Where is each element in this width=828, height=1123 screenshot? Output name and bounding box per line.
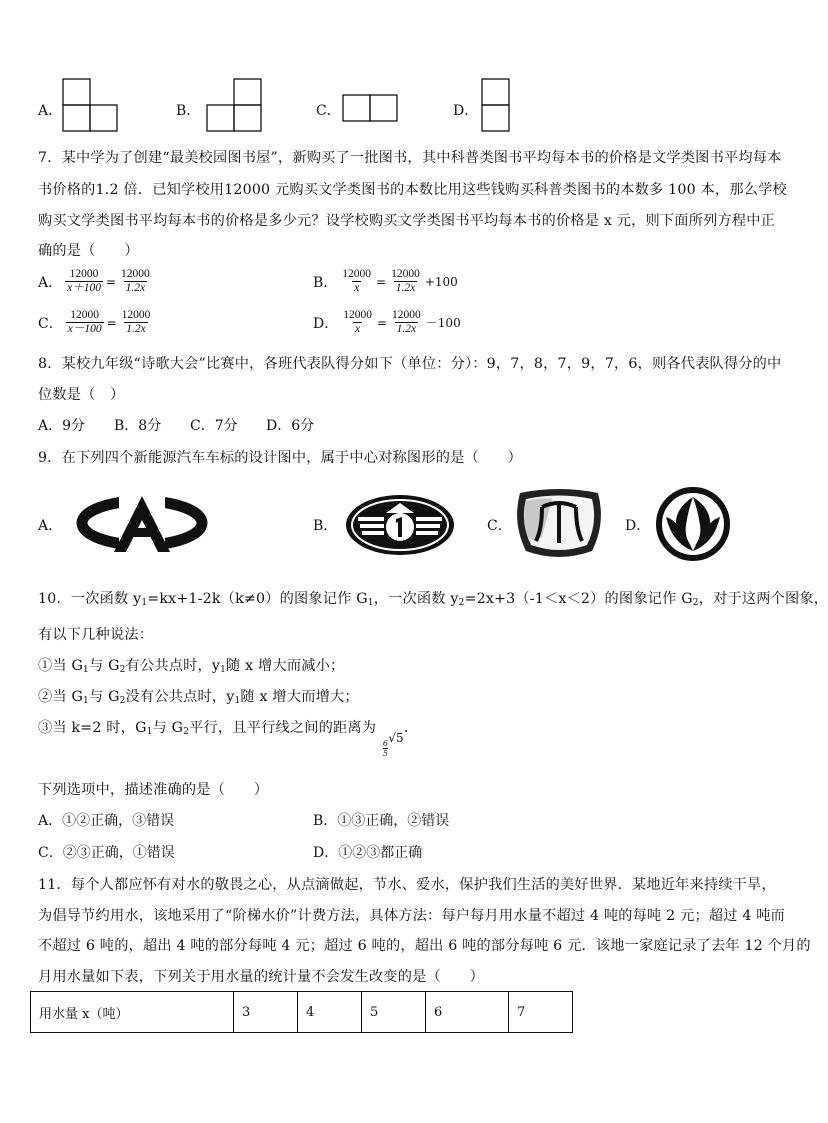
q11-line-4: 月用水量如下表，下列关于用水量的统计量不会发生改变的是（ ） — [38, 969, 485, 985]
q10-statement-3: ③当 k=2 时，$G_1$与 $G_2$平行，且平行线之间的距离为 $\frac{6}{5}$ $_{√5}$. — [38, 720, 409, 758]
table-cell: 5 — [361, 991, 426, 1033]
q9-option-d-label: D． — [625, 518, 651, 534]
fraction: $\frac{12000}{1.2x}$ — [392, 309, 421, 335]
q10-option-d: D．①②③都正确 — [313, 845, 423, 861]
q9-logo-d-icon — [654, 487, 732, 561]
q7-option-d-label: D． — [313, 315, 339, 332]
q8-option-a: A．9分 — [38, 418, 86, 434]
table-cell: 6 — [425, 991, 509, 1033]
q8-line-2: 位数是（ ） — [38, 387, 125, 403]
q10-option-b: B．①③正确，②错误 — [313, 813, 450, 829]
q7-option-d: D． $\frac{12000}{x}$ = $\frac{12000}{1.2x}$ －100 — [313, 309, 461, 335]
distance-fraction: $\frac{6}{5}$ — [382, 739, 389, 758]
q8-option-b: B．8分 — [114, 418, 162, 434]
q10-option-a: A．①②正确，③错误 — [38, 813, 175, 829]
q10-line-2: 有以下几种说法： — [38, 627, 154, 643]
fraction: $\frac{12000}{x-100}$ — [67, 309, 102, 335]
q8-option-c: C．7分 — [190, 418, 238, 434]
q10-statement-1: ①当 $G_1$与 $G_2$有公共点时，$y_1$随 x 增大而减小； — [38, 658, 345, 675]
q11-line-2: 为倡导节约用水，该地采用了“阶梯水价”计费方法，具体方法：每户每月用水量不超过 4 吨的每吨 2 元；超过 4 吨而 — [38, 908, 786, 924]
q7-line-4: 确的是（ ） — [38, 243, 139, 259]
q6-option-b-figure — [206, 78, 262, 132]
q9-option-c-label: C． — [487, 518, 512, 534]
q8-option-d: D．6分 — [266, 418, 315, 434]
table-cell: 4 — [297, 991, 362, 1033]
q10-line-1: 10．一次函数 $y_1=kx+1-2k(k\ne 0)$的图象记作 $G_1$，一次函数 $y_2=2x+3(-1<x<2)$的图象记作 $G_2$，对于这两个图象， — [38, 591, 828, 608]
q10-option-c: C．②③正确，①错误 — [38, 845, 175, 861]
q9-logo-a-icon — [74, 492, 210, 554]
fraction: $\frac{12000}{x}$ — [343, 309, 372, 335]
q7-line-3: 购买文学类图书平均每本书的价格是多少元？设学校购买文学类图书平均每本书的价格是 x 元，则下面所列方程中正 — [38, 213, 775, 229]
q7-option-a-label: A． — [38, 274, 63, 291]
q7-option-c-label: C． — [38, 315, 63, 332]
q6-option-d-label: D． — [453, 103, 479, 119]
q9-option-a-label: A． — [38, 518, 63, 534]
q9-logo-c-icon — [512, 487, 606, 561]
q6-option-d-figure — [481, 78, 511, 132]
fraction: $\frac{12000}{x}$ — [342, 268, 372, 294]
fraction: $\frac{12000}{1.2x}$ — [121, 309, 151, 335]
q8-line-1: 8．某校九年级“诗歌大会”比赛中，各班代表队得分如下（单位：分）：9，7，8，7，9，7，6，则各代表队得分的中 — [38, 356, 782, 372]
q6-option-a-label: A． — [38, 103, 63, 119]
q7-line-2: 书价格的1.2 倍．已知学校用12000 元购买文学类图书的本数比用这些钱购买科普类图书的本数多 100 本，那么学校 — [38, 182, 787, 198]
q7-option-c: C． $\frac{12000}{x-100}$ = $\frac{12000}{1.2x}$ — [38, 309, 151, 335]
q7-line-1: 7．某中学为了创建“最美校园图书屋”，新购买了一批图书，其中科普类图书平均每本书的价格是文学类图书平均每本 — [38, 150, 782, 166]
q11-line-3: 不超过 6 吨的，超出 4 吨的部分每吨 4 元；超过 6 吨的，超出 6 吨的部分每吨 6 元．该地一家庭记录了去年 12 个月的 — [38, 938, 811, 954]
table-cell: 3 — [233, 991, 298, 1033]
q7-option-a: A． $\frac{12000}{x+100}$ = $\frac{12000}{1.2x}$ — [38, 268, 150, 294]
q6-option-c-label: C． — [316, 103, 341, 119]
q7-option-b: B． $\frac{12000}{x}$ = $\frac{12000}{1.2x}$ +100 — [313, 268, 458, 294]
q9-logo-b-icon — [344, 493, 456, 557]
q10-prompt: 下列选项中，描述准确的是（ ） — [38, 782, 269, 798]
q11-line-1: 11．每个人都应怀有对水的敬畏之心，从点滴做起，节水、爱水，保护我们生活的美好世界．某地近年来持续干旱， — [38, 877, 776, 893]
fraction: $\frac{12000}{x+100}$ — [67, 268, 101, 294]
q9-option-b-label: B． — [313, 518, 338, 534]
table-cell: 7 — [508, 991, 573, 1033]
fraction: $\frac{12000}{1.2x}$ — [121, 268, 150, 294]
q6-option-a-figure — [62, 78, 118, 132]
q6-option-b-label: B． — [176, 103, 201, 119]
q9-line: 9．在下列四个新能源汽车车标的设计图中，属于中心对称图形的是（ ） — [38, 450, 523, 466]
q10-statement-2: ②当 $G_1$与 $G_2$没有公共点时，$y_1$随 x 增大而增大； — [38, 689, 359, 706]
q7-option-b-label: B． — [313, 274, 338, 291]
table-header-cell: 用水量 x（吨） — [30, 991, 234, 1033]
q6-option-c-figure — [342, 94, 398, 122]
fraction: $\frac{12000}{1.2x}$ — [391, 268, 420, 294]
